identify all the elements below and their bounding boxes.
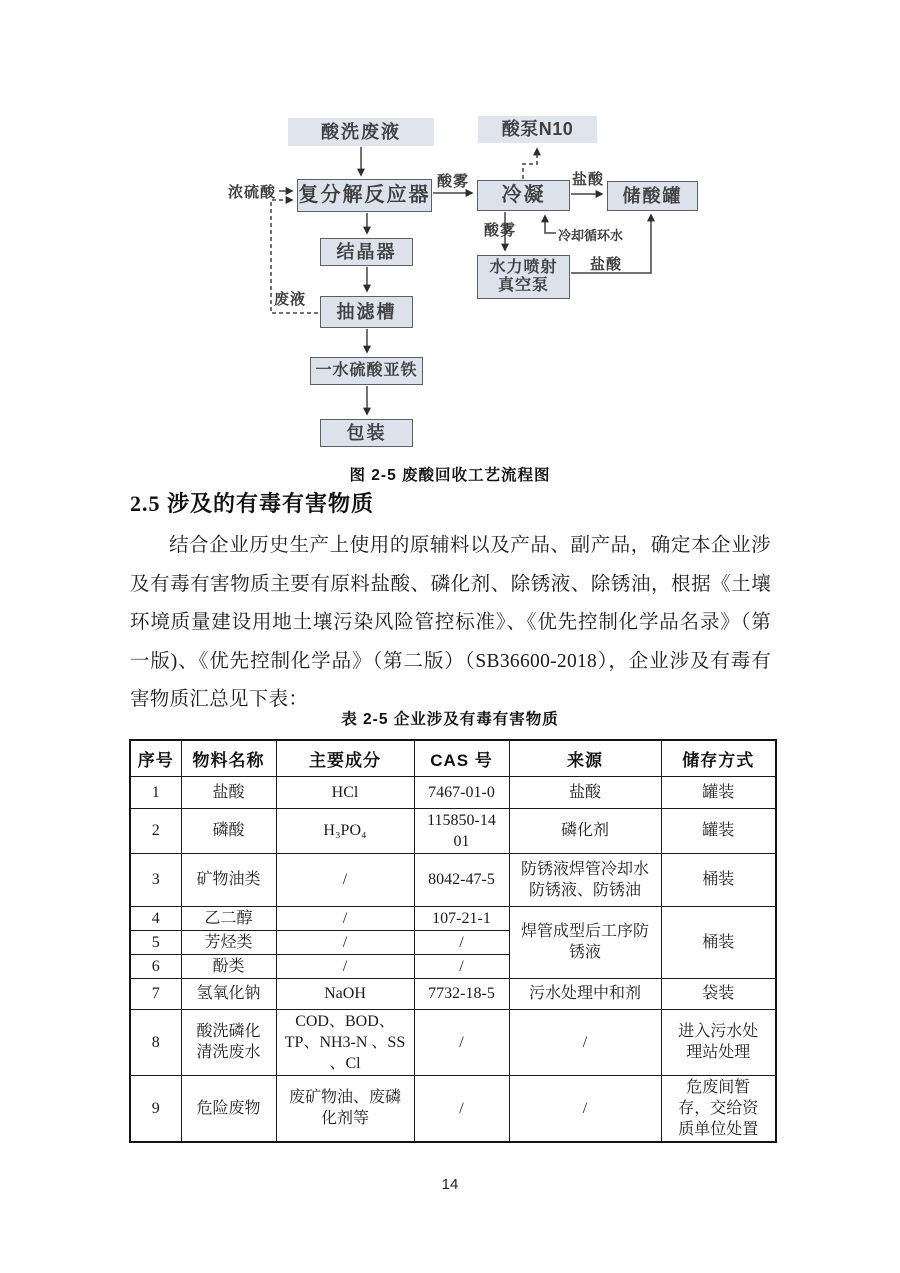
cell-source: 磷化剂 bbox=[509, 808, 661, 853]
flow-node-condenser: 冷凝 bbox=[477, 180, 570, 211]
cell-material-name: 酚类 bbox=[181, 954, 276, 978]
cell-material-name: 芳烃类 bbox=[181, 930, 276, 954]
cell-cas-number: / bbox=[414, 930, 509, 954]
cell-main-component: NaOH bbox=[276, 978, 414, 1009]
cell-cas-number: 8042-47-5 bbox=[414, 853, 509, 906]
flow-label-waste-liquid: 废液 bbox=[274, 291, 307, 308]
cell-source: 盐酸 bbox=[509, 776, 661, 808]
cell-index: 2 bbox=[130, 808, 181, 853]
table-row bbox=[130, 776, 776, 808]
cell-storage: 桶装 bbox=[661, 853, 776, 906]
cell-main-component: / bbox=[276, 930, 414, 954]
cell-storage: 袋装 bbox=[661, 978, 776, 1009]
flow-arrows bbox=[0, 0, 900, 460]
cell-storage: 罐装 bbox=[661, 808, 776, 853]
flow-node-ferrous-sulfate-monohydrate: 一水硫酸亚铁 bbox=[310, 357, 423, 385]
flow-label-cooling-circulating-water: 冷却循环水 bbox=[558, 228, 624, 243]
table-header-row bbox=[130, 740, 776, 776]
cell-index: 1 bbox=[130, 776, 181, 808]
cell-source: 防锈液焊管冷却水防锈液、防锈油 bbox=[509, 853, 661, 906]
flow-node-acid-storage-tank: 储酸罐 bbox=[607, 181, 698, 211]
cell-cas-number: / bbox=[414, 1075, 509, 1142]
cell-source: / bbox=[509, 1075, 661, 1142]
cell-source-merged: 焊管成型后工序防锈液 bbox=[509, 906, 661, 978]
table-row bbox=[130, 853, 776, 906]
cell-cas-number: 115850-1401 bbox=[414, 808, 509, 853]
cell-material-name: 危险废物 bbox=[181, 1075, 276, 1142]
table-row bbox=[130, 1075, 776, 1142]
cell-index: 7 bbox=[130, 978, 181, 1009]
cell-cas-number: 7467-01-0 bbox=[414, 776, 509, 808]
flow-node-suction-filter-tank: 抽滤槽 bbox=[320, 296, 413, 328]
flow-node-packaging: 包装 bbox=[320, 419, 413, 447]
cell-index: 8 bbox=[130, 1009, 181, 1075]
col-header-material-name: 物料名称 bbox=[181, 740, 276, 776]
flow-node-crystallizer: 结晶器 bbox=[320, 238, 413, 266]
flow-node-metathesis-reactor: 复分解反应器 bbox=[297, 179, 432, 212]
flow-node-acid-pump-n10: 酸泵N10 bbox=[478, 116, 597, 143]
section-heading: 2.5 涉及的有毒有害物质 bbox=[130, 491, 375, 516]
cell-cas-number: / bbox=[414, 1009, 509, 1075]
cell-material-name: 盐酸 bbox=[181, 776, 276, 808]
table-row bbox=[130, 808, 776, 853]
cell-material-name: 乙二醇 bbox=[181, 906, 276, 930]
flow-label-concentrated-sulfuric-acid: 浓硫酸 bbox=[228, 184, 277, 201]
flow-label-hydrochloric-acid-2: 盐酸 bbox=[590, 256, 623, 273]
process-flowchart bbox=[0, 0, 900, 460]
cell-main-component: 废矿物油、废磷化剂等 bbox=[276, 1075, 414, 1142]
flow-label-hydrochloric-acid-1: 盐酸 bbox=[572, 171, 605, 188]
cell-main-component: HCl bbox=[276, 776, 414, 808]
table-caption: 表 2-5 企业涉及有毒有害物质 bbox=[341, 711, 559, 728]
cell-material-name: 氢氧化钠 bbox=[181, 978, 276, 1009]
cell-index: 3 bbox=[130, 853, 181, 906]
col-header-main-component: 主要成分 bbox=[276, 740, 414, 776]
hazardous-materials-table bbox=[129, 739, 777, 1143]
cell-main-component: / bbox=[276, 954, 414, 978]
cell-material-name: 磷酸 bbox=[181, 808, 276, 853]
cell-storage: 危废间暂存，交给资质单位处置 bbox=[661, 1075, 776, 1142]
cell-cas-number: / bbox=[414, 954, 509, 978]
flow-node-acid-wash-waste-liquid: 酸洗废液 bbox=[288, 118, 434, 146]
flow-label-acid-mist-1: 酸雾 bbox=[437, 173, 470, 190]
cell-source: / bbox=[509, 1009, 661, 1075]
cell-material-name: 矿物油类 bbox=[181, 853, 276, 906]
table-row bbox=[130, 978, 776, 1009]
cell-material-name: 酸洗磷化清洗废水 bbox=[181, 1009, 276, 1075]
flow-label-acid-mist-2: 酸雾 bbox=[484, 222, 517, 239]
col-header-source: 来源 bbox=[509, 740, 661, 776]
cell-storage: 进入污水处理站处理 bbox=[661, 1009, 776, 1075]
figure-caption: 图 2-5 废酸回收工艺流程图 bbox=[349, 467, 551, 484]
cell-index: 5 bbox=[130, 930, 181, 954]
col-header-storage-method: 储存方式 bbox=[661, 740, 776, 776]
col-header-index: 序号 bbox=[130, 740, 181, 776]
cell-index: 9 bbox=[130, 1075, 181, 1142]
cell-main-component: / bbox=[276, 853, 414, 906]
body-paragraph: 结合企业历史生产上使用的原辅料以及产品、副产品，确定本企业涉及有毒有害物质主要有原料盐酸、磷化剂、除锈液、除锈油，根据《土壤环境质量建设用地土壤污染风险管控标准》、《优先控制化学品名录》（第一版)、《优先控制化学品》（第二版）（SB36600-2018），企业涉及有毒有害物质汇总见下表： bbox=[130, 535, 771, 710]
cell-cas-number: 107-21-1 bbox=[414, 906, 509, 930]
table-row bbox=[130, 906, 776, 930]
cell-index: 6 bbox=[130, 954, 181, 978]
cell-main-component: H₃PO₄ bbox=[276, 808, 414, 853]
cell-cas-number: 7732-18-5 bbox=[414, 978, 509, 1009]
cell-storage-merged: 桶装 bbox=[661, 906, 776, 978]
page-number: 14 bbox=[441, 1176, 459, 1193]
cell-index: 4 bbox=[130, 906, 181, 930]
col-header-cas-number: CAS 号 bbox=[414, 740, 509, 776]
cell-storage: 罐装 bbox=[661, 776, 776, 808]
table-row bbox=[130, 1009, 776, 1075]
cell-source: 污水处理中和剂 bbox=[509, 978, 661, 1009]
flow-node-hydraulic-jet-vacuum-pump: 水力喷射真空泵 bbox=[477, 255, 570, 299]
cell-main-component: / bbox=[276, 906, 414, 930]
cell-main-component: COD、BOD、TP、NH3-N 、SS 、Cl bbox=[276, 1009, 414, 1075]
